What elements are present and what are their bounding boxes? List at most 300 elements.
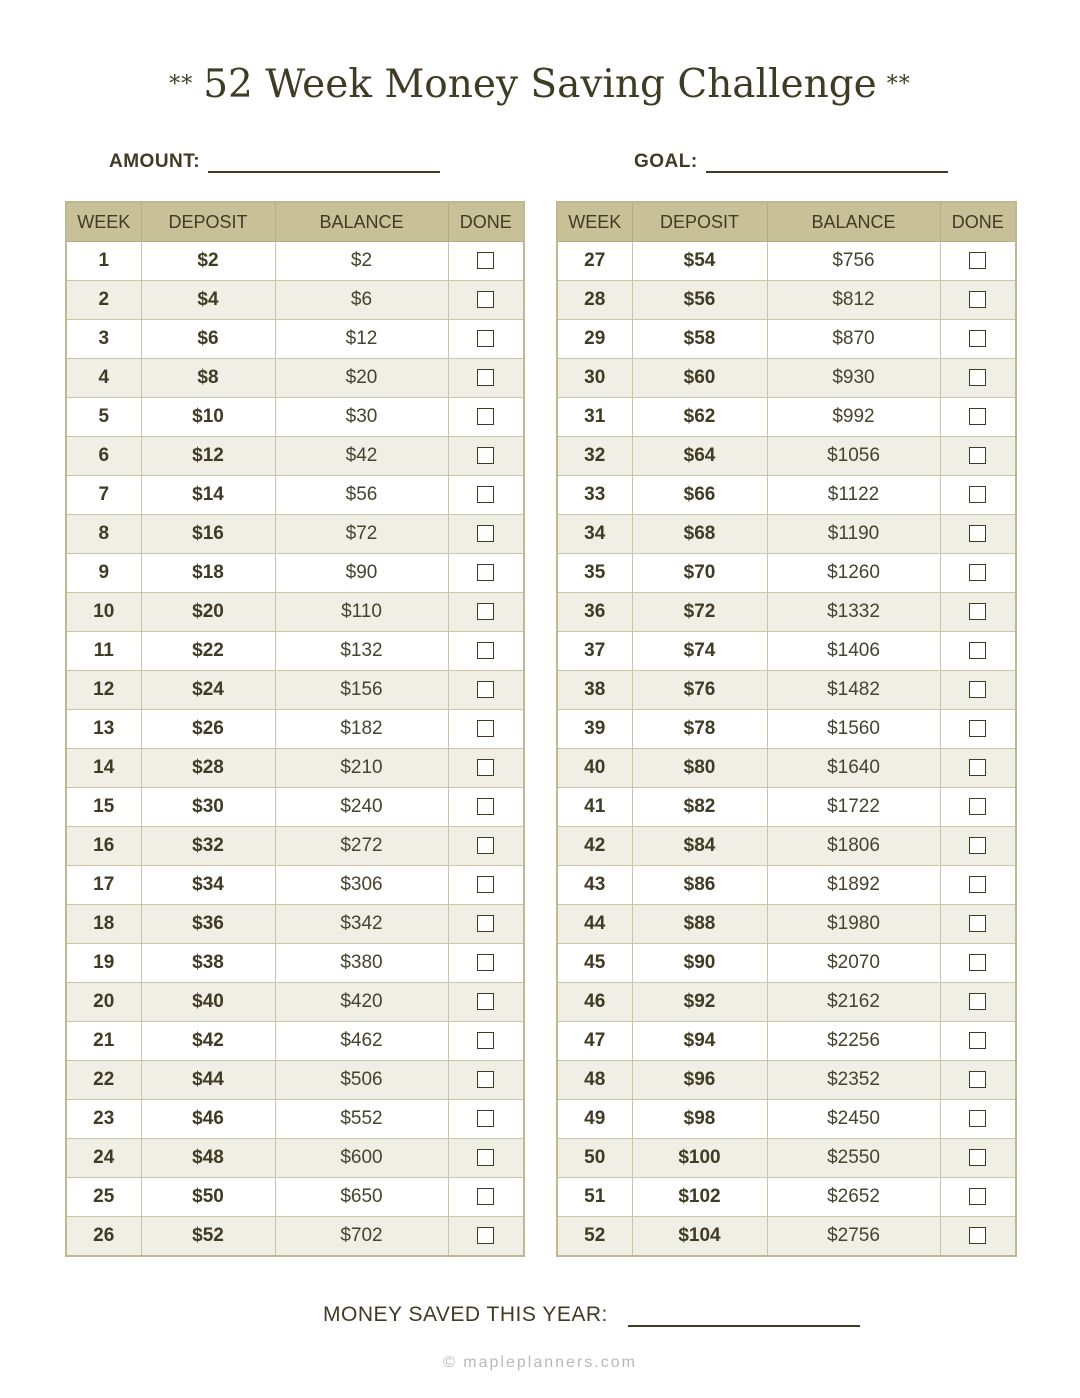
balance-cell: $210 [275,749,448,788]
goal-label: GOAL: [634,151,698,172]
deposit-cell: $72 [632,593,767,632]
footer-copyright: © mapleplanners.com [443,1354,637,1371]
week-cell: 44 [557,905,632,944]
balance-cell: $870 [767,320,940,359]
week-cell: 49 [557,1100,632,1139]
balance-cell: $90 [275,554,448,593]
done-cell [448,281,524,320]
balance-cell: $650 [275,1178,448,1217]
week-cell: 47 [557,1022,632,1061]
goal-field [634,149,948,173]
done-checkbox[interactable] [477,954,494,971]
week-cell: 21 [66,1022,141,1061]
deposit-cell: $68 [632,515,767,554]
week-cell: 39 [557,710,632,749]
deposit-cell: $24 [141,671,275,710]
deposit-cell: $34 [141,866,275,905]
deposit-cell: $84 [632,827,767,866]
done-checkbox[interactable] [969,954,986,971]
done-checkbox[interactable] [477,1071,494,1088]
table-row [557,476,1016,515]
week-cell: 22 [66,1061,141,1100]
amount-blank-line[interactable] [208,149,440,173]
done-checkbox[interactable] [969,369,986,386]
balance-cell: $72 [275,515,448,554]
done-cell [448,1100,524,1139]
amount-label: AMOUNT: [109,151,201,172]
balance-cell: $1980 [767,905,940,944]
week-header: WEEK [66,202,141,242]
done-checkbox[interactable] [969,486,986,503]
balance-cell: $182 [275,710,448,749]
done-cell [448,1139,524,1178]
table-row [557,632,1016,671]
week-cell: 52 [557,1217,632,1257]
done-checkbox[interactable] [969,525,986,542]
table-row [66,1100,524,1139]
done-cell [940,710,1016,749]
done-cell [448,983,524,1022]
week-cell: 45 [557,944,632,983]
table-row [66,788,524,827]
table-row [557,671,1016,710]
table-row [66,749,524,788]
done-checkbox[interactable] [477,1110,494,1127]
week-cell: 10 [66,593,141,632]
weeks-table-right [556,201,1017,1257]
balance-header: BALANCE [767,202,940,242]
done-checkbox[interactable] [969,1149,986,1166]
done-cell [940,1022,1016,1061]
deposit-cell: $38 [141,944,275,983]
week-cell: 36 [557,593,632,632]
week-cell: 41 [557,788,632,827]
done-checkbox[interactable] [969,876,986,893]
deposit-cell: $56 [632,281,767,320]
done-cell [448,476,524,515]
done-cell [940,398,1016,437]
done-cell [940,944,1016,983]
table-row [557,983,1016,1022]
done-checkbox[interactable] [477,291,494,308]
done-checkbox[interactable] [969,252,986,269]
week-cell: 5 [66,398,141,437]
table-row [66,827,524,866]
balance-cell: $30 [275,398,448,437]
done-cell [940,437,1016,476]
week-cell: 28 [557,281,632,320]
table-row [557,749,1016,788]
table-row [66,1217,524,1257]
week-cell: 3 [66,320,141,359]
table-row [66,242,524,281]
amount-field [109,149,440,173]
week-cell: 29 [557,320,632,359]
balance-cell: $306 [275,866,448,905]
done-checkbox[interactable] [477,447,494,464]
deposit-cell: $20 [141,593,275,632]
week-cell: 37 [557,632,632,671]
table-row [66,944,524,983]
done-cell [448,398,524,437]
deposit-cell: $62 [632,398,767,437]
table-row [66,437,524,476]
table-row [557,866,1016,905]
deposit-cell: $42 [141,1022,275,1061]
title-text: 52 Week Money Saving Challenge [203,62,877,107]
table-row [66,398,524,437]
deposit-cell: $104 [632,1217,767,1257]
done-checkbox[interactable] [477,915,494,932]
done-cell [940,554,1016,593]
done-checkbox[interactable] [969,564,986,581]
table-row [66,1139,524,1178]
title-decor-left: ** [169,72,194,97]
deposit-cell: $86 [632,866,767,905]
done-cell [448,554,524,593]
balance-cell: $1806 [767,827,940,866]
week-cell: 16 [66,827,141,866]
done-checkbox[interactable] [969,447,986,464]
week-cell: 24 [66,1139,141,1178]
balance-cell: $42 [275,437,448,476]
week-cell: 13 [66,710,141,749]
week-cell: 26 [66,1217,141,1257]
table-row [557,788,1016,827]
done-checkbox[interactable] [969,1110,986,1127]
done-checkbox[interactable] [477,603,494,620]
balance-cell: $20 [275,359,448,398]
table-row [557,437,1016,476]
deposit-cell: $12 [141,437,275,476]
week-cell: 9 [66,554,141,593]
balance-cell: $1640 [767,749,940,788]
done-cell [448,515,524,554]
balance-cell: $1560 [767,710,940,749]
balance-cell: $1722 [767,788,940,827]
done-checkbox[interactable] [477,1227,494,1244]
done-checkbox[interactable] [477,720,494,737]
deposit-cell: $22 [141,632,275,671]
done-cell [448,788,524,827]
deposit-cell: $94 [632,1022,767,1061]
table-row [557,944,1016,983]
table-row [557,515,1016,554]
balance-cell: $1892 [767,866,940,905]
week-cell: 20 [66,983,141,1022]
done-checkbox[interactable] [969,915,986,932]
done-checkbox[interactable] [969,642,986,659]
done-cell [448,671,524,710]
deposit-cell: $44 [141,1061,275,1100]
week-cell: 31 [557,398,632,437]
done-cell [940,1178,1016,1217]
done-checkbox[interactable] [969,408,986,425]
done-checkbox[interactable] [477,837,494,854]
table-row [66,866,524,905]
table-row [557,593,1016,632]
done-checkbox[interactable] [477,681,494,698]
week-cell: 27 [557,242,632,281]
done-checkbox[interactable] [969,1227,986,1244]
week-cell: 19 [66,944,141,983]
table-row [66,710,524,749]
week-cell: 46 [557,983,632,1022]
week-cell: 8 [66,515,141,554]
done-cell [940,827,1016,866]
table-row [557,1061,1016,1100]
week-cell: 25 [66,1178,141,1217]
balance-cell: $1482 [767,671,940,710]
deposit-cell: $14 [141,476,275,515]
done-checkbox[interactable] [477,1149,494,1166]
done-checkbox[interactable] [477,993,494,1010]
table-header-row [557,202,1016,242]
week-cell: 18 [66,905,141,944]
balance-cell: $2756 [767,1217,940,1257]
week-cell: 17 [66,866,141,905]
deposit-cell: $60 [632,359,767,398]
done-checkbox[interactable] [477,369,494,386]
week-cell: 35 [557,554,632,593]
done-checkbox[interactable] [969,993,986,1010]
deposit-cell: $52 [141,1217,275,1257]
done-checkbox[interactable] [477,876,494,893]
done-cell [448,593,524,632]
done-cell [940,242,1016,281]
week-cell: 48 [557,1061,632,1100]
table-row [557,1139,1016,1178]
table-row [66,1022,524,1061]
deposit-cell: $2 [141,242,275,281]
balance-cell: $552 [275,1100,448,1139]
deposit-cell: $98 [632,1100,767,1139]
table-row [557,281,1016,320]
done-cell [448,437,524,476]
table-row [557,320,1016,359]
done-cell [940,281,1016,320]
done-cell [448,866,524,905]
balance-cell: $506 [275,1061,448,1100]
deposit-cell: $74 [632,632,767,671]
deposit-cell: $92 [632,983,767,1022]
done-cell [448,827,524,866]
done-checkbox[interactable] [477,1188,494,1205]
table-row [66,983,524,1022]
week-cell: 2 [66,281,141,320]
deposit-cell: $10 [141,398,275,437]
deposit-cell: $30 [141,788,275,827]
balance-cell: $380 [275,944,448,983]
balance-cell: $1056 [767,437,940,476]
balance-cell: $272 [275,827,448,866]
table-row [66,554,524,593]
week-cell: 50 [557,1139,632,1178]
table-row [66,359,524,398]
table-row [66,476,524,515]
week-header: WEEK [557,202,632,242]
balance-cell: $2550 [767,1139,940,1178]
done-checkbox[interactable] [969,1188,986,1205]
table-header-row [66,202,524,242]
balance-cell: $156 [275,671,448,710]
deposit-cell: $46 [141,1100,275,1139]
done-cell [448,710,524,749]
done-cell [940,359,1016,398]
done-checkbox[interactable] [969,837,986,854]
table-row [557,359,1016,398]
done-cell [448,1061,524,1100]
deposit-cell: $80 [632,749,767,788]
money-saved-blank-line[interactable] [628,1301,860,1327]
deposit-cell: $48 [141,1139,275,1178]
done-cell [448,749,524,788]
deposit-cell: $58 [632,320,767,359]
done-checkbox[interactable] [477,330,494,347]
deposit-cell: $90 [632,944,767,983]
balance-cell: $2 [275,242,448,281]
table-row [66,905,524,944]
done-checkbox[interactable] [969,759,986,776]
table-row [66,1061,524,1100]
table-row [66,515,524,554]
week-cell: 34 [557,515,632,554]
balance-header: BALANCE [275,202,448,242]
done-checkbox[interactable] [969,603,986,620]
title-decor-right: ** [886,72,911,97]
table-row [66,632,524,671]
balance-cell: $2256 [767,1022,940,1061]
done-checkbox[interactable] [969,291,986,308]
week-cell: 7 [66,476,141,515]
balance-cell: $1260 [767,554,940,593]
deposit-header: DEPOSIT [632,202,767,242]
done-cell [940,788,1016,827]
week-cell: 42 [557,827,632,866]
done-cell [448,905,524,944]
done-cell [940,1061,1016,1100]
deposit-cell: $82 [632,788,767,827]
deposit-cell: $96 [632,1061,767,1100]
balance-cell: $1190 [767,515,940,554]
table-row [66,593,524,632]
deposit-cell: $32 [141,827,275,866]
done-checkbox[interactable] [969,1071,986,1088]
done-checkbox[interactable] [477,798,494,815]
done-cell [940,593,1016,632]
week-cell: 23 [66,1100,141,1139]
balance-cell: $756 [767,242,940,281]
week-cell: 30 [557,359,632,398]
table-row [557,827,1016,866]
table-row [557,1217,1016,1257]
deposit-cell: $16 [141,515,275,554]
balance-cell: $702 [275,1217,448,1257]
goal-blank-line[interactable] [706,149,948,173]
done-header: DONE [940,202,1016,242]
done-cell [940,1217,1016,1257]
balance-cell: $2652 [767,1178,940,1217]
balance-cell: $462 [275,1022,448,1061]
done-cell [448,944,524,983]
balance-cell: $2070 [767,944,940,983]
done-cell [940,671,1016,710]
week-cell: 33 [557,476,632,515]
deposit-header: DEPOSIT [141,202,275,242]
done-checkbox[interactable] [477,525,494,542]
week-cell: 32 [557,437,632,476]
done-checkbox[interactable] [477,252,494,269]
done-checkbox[interactable] [969,720,986,737]
deposit-cell: $88 [632,905,767,944]
done-checkbox[interactable] [477,408,494,425]
balance-cell: $1332 [767,593,940,632]
balance-cell: $812 [767,281,940,320]
page-title [0,62,1080,107]
deposit-cell: $70 [632,554,767,593]
deposit-cell: $8 [141,359,275,398]
balance-cell: $600 [275,1139,448,1178]
done-cell [940,983,1016,1022]
done-checkbox[interactable] [477,1032,494,1049]
done-cell [940,632,1016,671]
week-cell: 51 [557,1178,632,1217]
week-cell: 12 [66,671,141,710]
money-saved-field [323,1301,860,1327]
deposit-cell: $76 [632,671,767,710]
done-checkbox[interactable] [969,798,986,815]
deposit-cell: $36 [141,905,275,944]
balance-cell: $930 [767,359,940,398]
balance-cell: $132 [275,632,448,671]
table-row [557,398,1016,437]
balance-cell: $12 [275,320,448,359]
week-cell: 40 [557,749,632,788]
done-cell [448,1022,524,1061]
done-cell [448,1178,524,1217]
done-cell [940,1139,1016,1178]
balance-cell: $992 [767,398,940,437]
balance-cell: $2450 [767,1100,940,1139]
deposit-cell: $66 [632,476,767,515]
done-checkbox[interactable] [969,330,986,347]
deposit-cell: $18 [141,554,275,593]
balance-cell: $110 [275,593,448,632]
done-header: DONE [448,202,524,242]
balance-cell: $240 [275,788,448,827]
table-row [557,710,1016,749]
done-checkbox[interactable] [477,642,494,659]
table-row [66,320,524,359]
done-checkbox[interactable] [969,1032,986,1049]
table-row [66,281,524,320]
done-checkbox[interactable] [477,564,494,581]
week-cell: 4 [66,359,141,398]
done-checkbox[interactable] [477,759,494,776]
done-cell [940,320,1016,359]
done-checkbox[interactable] [477,486,494,503]
deposit-cell: $50 [141,1178,275,1217]
done-cell [940,905,1016,944]
table-row [557,1100,1016,1139]
balance-cell: $2162 [767,983,940,1022]
table-row [557,1022,1016,1061]
done-cell [448,1217,524,1257]
deposit-cell: $28 [141,749,275,788]
balance-cell: $420 [275,983,448,1022]
deposit-cell: $100 [632,1139,767,1178]
done-checkbox[interactable] [969,681,986,698]
